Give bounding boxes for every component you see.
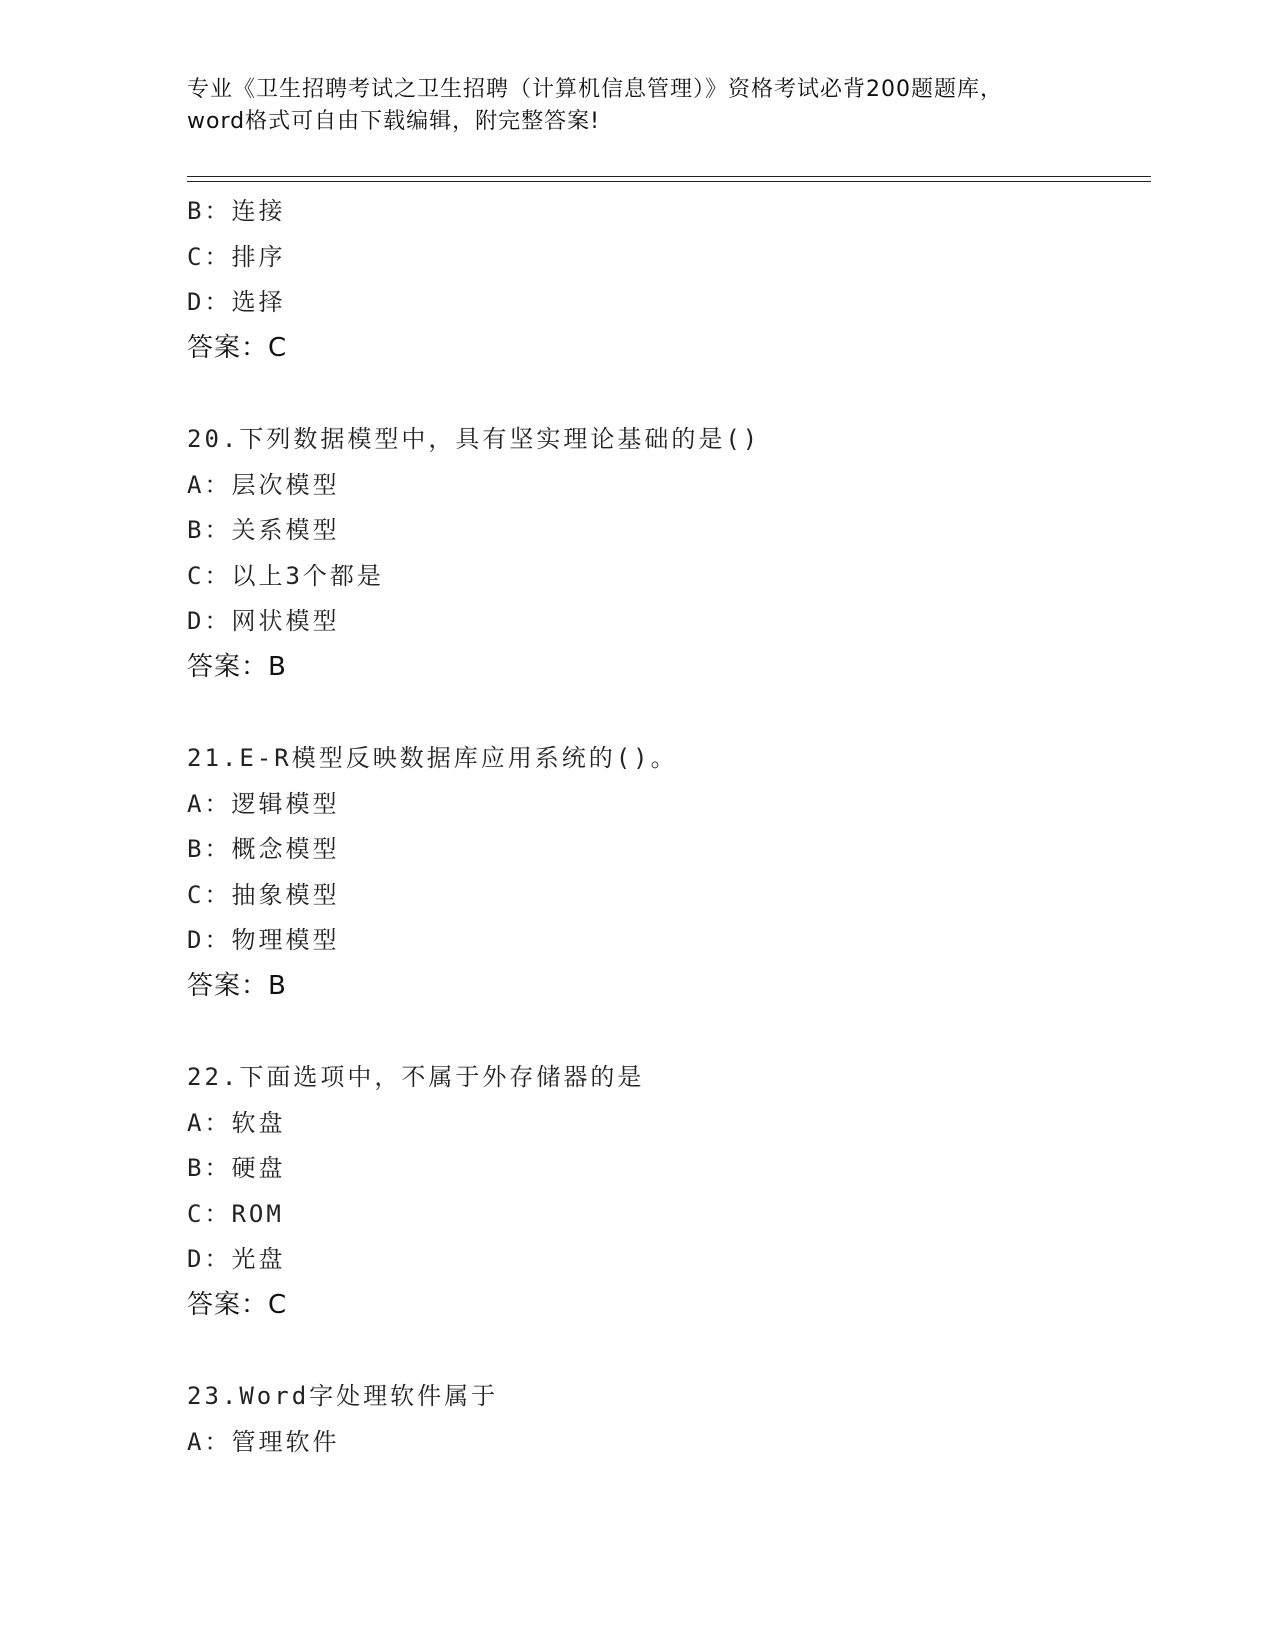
answer-line: 答案：C <box>187 1289 288 1320</box>
option-line <box>187 189 1147 235</box>
question-spacer <box>187 690 1147 736</box>
option-label: D： <box>187 926 232 954</box>
option-label: B： <box>187 516 232 544</box>
question-spacer <box>187 1009 1147 1055</box>
option-line <box>187 508 1147 554</box>
option-label: B： <box>187 197 232 225</box>
option-line <box>187 918 1147 964</box>
option-line <box>187 782 1147 828</box>
option-label: B： <box>187 1154 232 1182</box>
option-label: C： <box>187 1199 232 1228</box>
question-spacer <box>187 1328 1147 1374</box>
option-line <box>187 873 1147 919</box>
header-title-line-2: word格式可自由下载编辑，附完整答案! <box>187 109 600 134</box>
question-stem: 22.下面选项中，不属于外存储器的是 <box>187 1063 645 1091</box>
question-spacer <box>187 371 1147 417</box>
option-label: D： <box>187 288 232 316</box>
question-block-20 <box>187 417 1147 690</box>
option-text: 硬盘 <box>231 1154 286 1182</box>
option-label: D： <box>187 1245 232 1273</box>
question-stem: 23.Word字处理软件属于 <box>187 1382 499 1410</box>
option-text: 软盘 <box>231 1108 286 1137</box>
option-line <box>187 827 1147 873</box>
option-line <box>187 1146 1147 1192</box>
option-text: 抽象模型 <box>231 880 340 909</box>
option-line <box>187 1420 1147 1466</box>
option-line <box>187 599 1147 645</box>
question-block-23 <box>187 1374 1147 1465</box>
question-stem: 21.E-R模型反映数据库应用系统的()。 <box>187 744 678 772</box>
option-text: 关系模型 <box>231 516 340 544</box>
header-divider-bottom <box>187 181 1151 182</box>
question-block-22 <box>187 1055 1147 1328</box>
option-label: C： <box>187 561 232 590</box>
option-label: A： <box>187 789 232 818</box>
option-text: 以上3个都是 <box>231 561 384 590</box>
question-block-19 <box>187 189 1147 371</box>
option-line <box>187 235 1147 281</box>
option-label: C： <box>187 242 232 271</box>
option-text: 光盘 <box>231 1245 286 1273</box>
option-text: 网状模型 <box>231 607 340 635</box>
header-divider-top <box>187 176 1151 177</box>
option-label: B： <box>187 835 232 863</box>
question-list <box>187 189 1147 1465</box>
option-line <box>187 1237 1147 1283</box>
option-label: D： <box>187 607 232 635</box>
option-text: ROM <box>231 1199 284 1228</box>
answer-line: 答案：C <box>187 332 288 363</box>
answer-line: 答案：B <box>187 651 287 682</box>
option-text: 管理软件 <box>231 1427 340 1456</box>
answer-line: 答案：B <box>187 970 287 1001</box>
question-stem: 20.下列数据模型中，具有坚实理论基础的是() <box>187 425 761 453</box>
document-header <box>187 74 1087 138</box>
option-text: 选择 <box>231 288 286 316</box>
question-block-21 <box>187 736 1147 1009</box>
option-label: C： <box>187 880 232 909</box>
option-text: 连接 <box>231 197 286 225</box>
option-line <box>187 463 1147 509</box>
option-line <box>187 280 1147 326</box>
option-text: 逻辑模型 <box>231 789 340 818</box>
option-text: 层次模型 <box>231 470 340 499</box>
option-text: 物理模型 <box>231 926 340 954</box>
option-line <box>187 1101 1147 1147</box>
option-line <box>187 1192 1147 1238</box>
option-label: A： <box>187 1427 232 1456</box>
option-label: A： <box>187 470 232 499</box>
option-text: 排序 <box>231 242 286 271</box>
option-text: 概念模型 <box>231 835 340 863</box>
option-label: A： <box>187 1108 232 1137</box>
header-title-line-1: 专业《卫生招聘考试之卫生招聘（计算机信息管理）》资格考试必背200题题库， <box>187 77 1003 102</box>
option-line <box>187 554 1147 600</box>
